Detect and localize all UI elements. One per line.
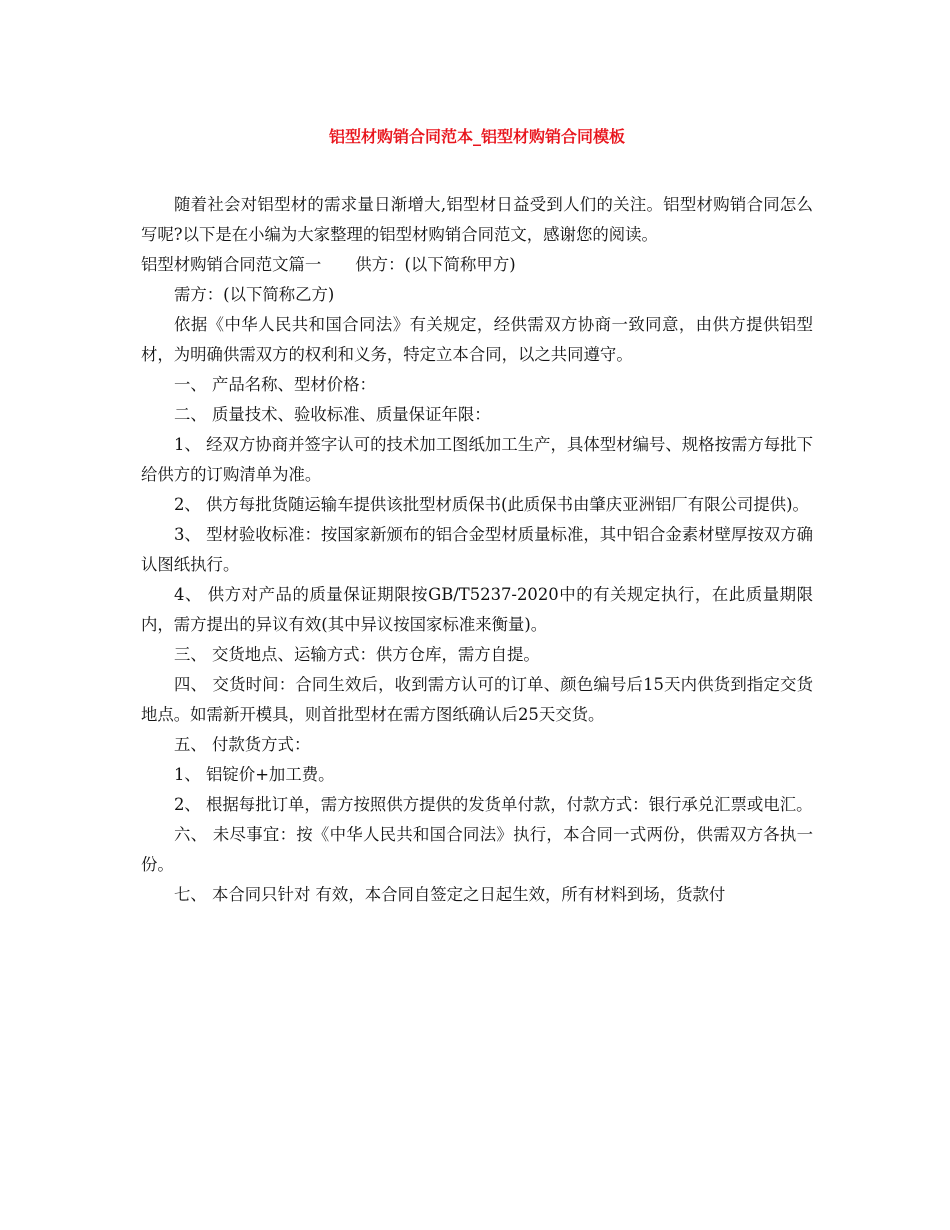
clause-2-4: 4、 供方对产品的质量保证期限按GB/T5237-2020中的有关规定执行，在此质量期限内，需方提出的异议有效(其中异议按国家标准来衡量)。 xyxy=(141,585,813,634)
clause-2-1: 1、 经双方协商并签字认可的技术加工图纸加工生产，具体型材编号、规格按需方每批下给供方的订购清单为准。 xyxy=(141,435,813,484)
clause-7: 七、 本合同只针对 有效，本合同自签定之日起生效，所有材料到场，货款付 xyxy=(174,885,726,904)
clause-5: 五、 付款货方式： xyxy=(174,735,311,754)
supplier-line: 供方：(以下简称甲方) xyxy=(355,255,516,274)
document-title: 铝型材购销合同范本_铝型材购销合同模板 xyxy=(328,127,625,146)
document-body xyxy=(141,190,813,910)
sample-heading: 铝型材购销合同范文篇一 xyxy=(141,255,322,274)
clause-2-2: 2、 供方每批货随运输车提供该批型材质保书(此质保书由肇庆亚洲铝厂有限公司提供)。 xyxy=(174,495,809,514)
clause-5-2: 2、 根据每批订单，需方按照供方提供的发货单付款，付款方式：银行承兑汇票或电汇。 xyxy=(174,795,813,814)
clause-2-3: 3、 型材验收标准：按国家新颁布的铝合金型材质量标准，其中铝合金素材壁厚按双方确认图纸执行。 xyxy=(141,525,813,574)
clause-1: 一、 产品名称、型材价格： xyxy=(174,375,376,394)
basis-paragraph: 依据《中华人民共和国合同法》有关规定，经供需双方协商一致同意，由供方提供铝型材，为明确供需双方的权利和义务，特定立本合同，以之共同遵守。 xyxy=(141,315,813,364)
clause-2: 二、 质量技术、验收标准、质量保证年限： xyxy=(174,405,491,424)
sample-heading-line xyxy=(141,250,813,280)
clause-3: 三、 交货地点、运输方式：供方仓库，需方自提。 xyxy=(174,645,540,664)
clause-4: 四、 交货时间：合同生效后，收到需方认可的订单、颜色编号后15天内供货到指定交货地点。如需新开模具，则首批型材在需方图纸确认后25天交货。 xyxy=(141,675,813,724)
clause-6: 六、 未尽事宜：按《中华人民共和国合同法》执行，本合同一式两份，供需双方各执一份。 xyxy=(141,825,813,874)
clause-5-1: 1、 铝锭价+加工费。 xyxy=(174,765,335,784)
intro-paragraph: 随着社会对铝型材的需求量日渐增大,铝型材日益受到人们的关注。铝型材购销合同怎么写呢?以下是在小编为大家整理的铝型材购销合同范文，感谢您的阅读。 xyxy=(141,195,813,244)
buyer-line: 需方：(以下简称乙方) xyxy=(174,285,335,304)
